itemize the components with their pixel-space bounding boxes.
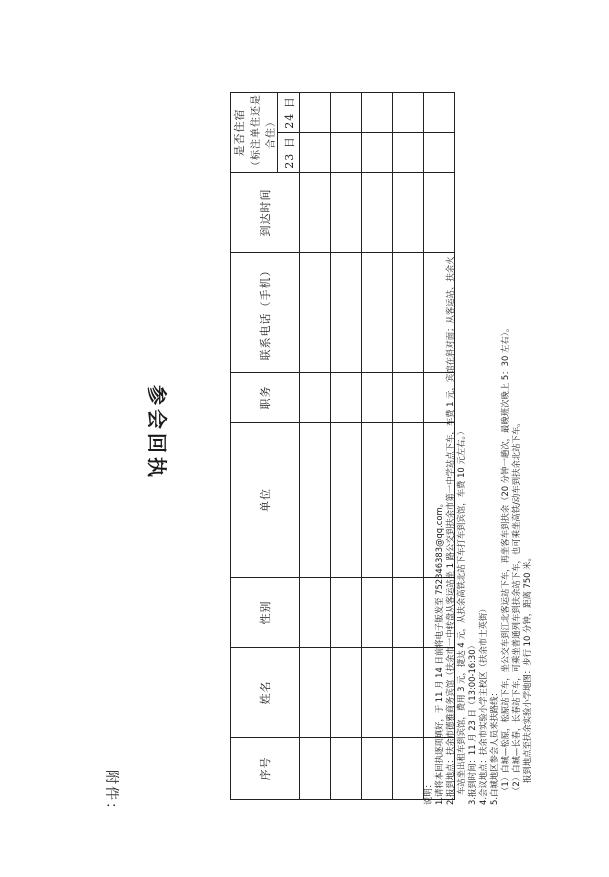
- header-row: [231, 93, 278, 800]
- table-cell[interactable]: [300, 173, 331, 253]
- table-cell[interactable]: [300, 423, 331, 578]
- table-cell[interactable]: [393, 373, 424, 423]
- header-gender: 性别: [231, 578, 300, 648]
- table-cell[interactable]: [331, 738, 362, 800]
- table-cell[interactable]: [300, 93, 331, 133]
- table-cell[interactable]: [393, 253, 424, 373]
- header-lodging-line2: （标注单住还是合住）: [251, 94, 277, 171]
- table-cell[interactable]: [300, 648, 331, 738]
- table-cell[interactable]: [362, 738, 393, 800]
- table-cell[interactable]: [331, 373, 362, 423]
- table-row: [393, 93, 424, 800]
- table-cell[interactable]: [331, 173, 362, 253]
- note-line: 1.请将本回执逐项填好，于 11 月 14 日前将电子版发至 752346383@qq.com。: [434, 498, 444, 805]
- table-cell[interactable]: [331, 423, 362, 578]
- table-row: [331, 93, 362, 800]
- table-cell[interactable]: [362, 133, 393, 173]
- note-line: （2）白城—长春，长春站下车，可乘坐普通列车到扶余站下车，也可乘坐高铁/动车到扶余北站下车。: [511, 418, 521, 795]
- table-row: [300, 93, 331, 800]
- attachment-label: 附件：: [103, 770, 119, 818]
- header-day24: 24 日: [278, 93, 300, 133]
- table-cell[interactable]: [362, 253, 393, 373]
- header-day23: 23 日: [278, 133, 300, 173]
- table-cell[interactable]: [331, 578, 362, 648]
- note-line: 车站坐出租车到宾馆，费用 3 元，捷达 4 元，从扶余高铁北站下车打车到宾馆，车费 10 元左右。）: [456, 426, 466, 795]
- table-cell[interactable]: [300, 253, 331, 373]
- table-cell[interactable]: [393, 93, 424, 133]
- table-cell[interactable]: [331, 253, 362, 373]
- table-cell[interactable]: [362, 423, 393, 578]
- table-cell[interactable]: [331, 648, 362, 738]
- header-unit: 单位: [231, 423, 300, 578]
- table-cell[interactable]: [331, 133, 362, 173]
- header-position: 职务: [231, 373, 300, 423]
- table-row: [362, 93, 393, 800]
- table-cell[interactable]: [300, 133, 331, 173]
- table-cell[interactable]: [393, 578, 424, 648]
- table-cell[interactable]: [362, 373, 393, 423]
- note-line: 5.白城地区参会人员来扶路线：: [489, 688, 499, 805]
- note-line: 说明：: [423, 779, 433, 805]
- note-line: 2.报到地点：扶余市德雅商务宾馆（扶余市一中转盘从客运站坐 1 路公交到扶余市第一中学站点下车，车费 1 元，宾馆在斜对面；从客运站、扶余火: [445, 256, 455, 805]
- page-title: 参会回执: [145, 385, 169, 481]
- header-lodging-line1: 是否住宿: [233, 108, 246, 157]
- header-seq: 序号: [231, 738, 300, 800]
- header-phone: 联系电话（手机）: [231, 253, 300, 373]
- table-cell[interactable]: [393, 133, 424, 173]
- note-line: 4.会议地点：扶余市实验小学主校区（扶余市士英街）: [478, 604, 488, 805]
- table-cell[interactable]: [300, 373, 331, 423]
- note-line: 3.报到时间：11 月 23 日（13:00-16:30）: [467, 641, 477, 805]
- note-line: 报到地点至扶余实验小学地图：步行 10 分钟，距离 750 米。: [522, 553, 532, 783]
- notes-section: [423, 85, 533, 805]
- table-cell[interactable]: [393, 738, 424, 800]
- table-cell[interactable]: [393, 648, 424, 738]
- reply-form-table: [230, 92, 455, 800]
- table-cell[interactable]: [362, 173, 393, 253]
- header-lodging: [231, 93, 278, 173]
- header-name: 姓名: [231, 648, 300, 738]
- table-cell[interactable]: [393, 173, 424, 253]
- table-cell[interactable]: [362, 648, 393, 738]
- note-line: （1）白城—松原，松原站下车，坐公交车到江北客运站下车，再坐客车到扶余（20 分钟一趟次，最晚班次晚上 5：30 左右）。: [500, 323, 510, 795]
- header-arrival: 到达时间: [231, 173, 300, 253]
- table-cell[interactable]: [331, 93, 362, 133]
- table-cell[interactable]: [300, 578, 331, 648]
- table-cell[interactable]: [362, 578, 393, 648]
- table-cell[interactable]: [300, 738, 331, 800]
- table-cell[interactable]: [393, 423, 424, 578]
- table-cell[interactable]: [362, 93, 393, 133]
